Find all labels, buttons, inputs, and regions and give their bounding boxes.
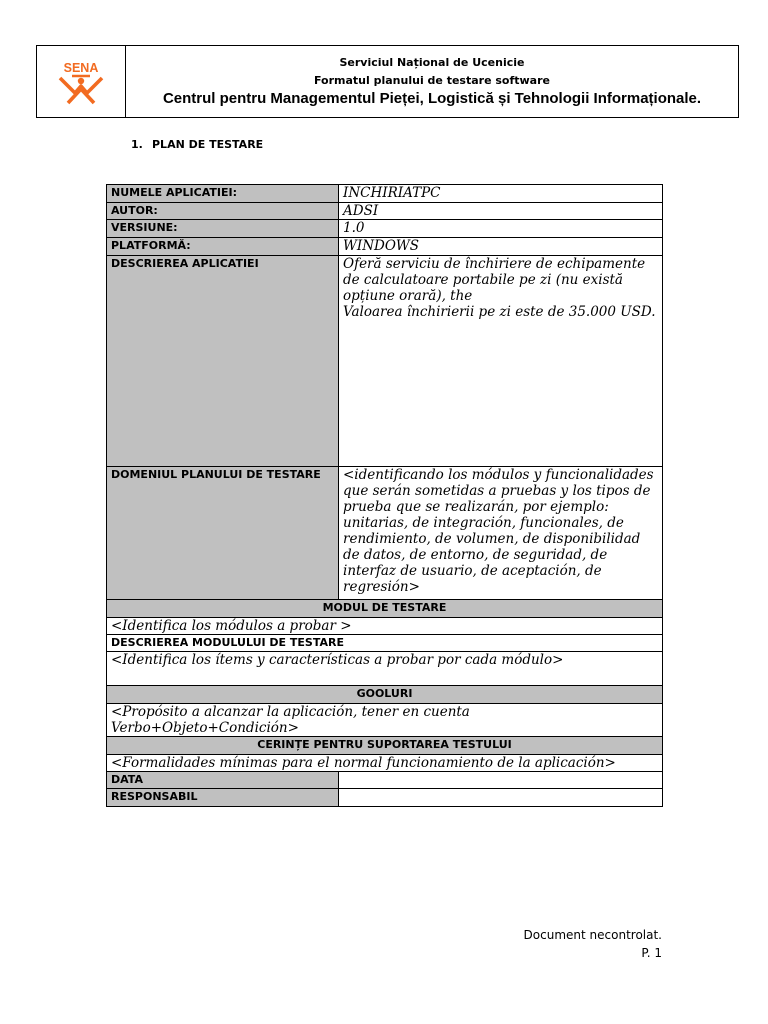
- date-label: DATA: [107, 772, 339, 789]
- author-label: AUTOR:: [107, 203, 339, 220]
- description-label: DESCRIEREA APLICATIEI: [107, 256, 339, 467]
- table-row: [107, 600, 663, 618]
- table-row: [107, 220, 663, 238]
- test-plan-table: [106, 184, 663, 807]
- section-title: PLAN DE TESTARE: [152, 138, 264, 151]
- header-line-1: Serviciul Național de Ucenicie: [339, 55, 525, 69]
- table-row: [107, 704, 663, 737]
- header-titles: [126, 46, 738, 117]
- section-heading: [131, 138, 263, 151]
- table-row: [107, 772, 663, 789]
- goals-value[interactable]: <Propósito a alcanzar la aplicación, tener en cuenta Verbo+Objeto+Condición>: [107, 704, 663, 737]
- requirements-header: CERINȚE PENTRU SUPORTAREA TESTULUI: [107, 737, 663, 755]
- table-row: [107, 256, 663, 467]
- logo-cell: [37, 46, 126, 117]
- module-header: MODUL DE TESTARE: [107, 600, 663, 618]
- table-row: [107, 635, 663, 652]
- table-row: [107, 789, 663, 807]
- table-row: [107, 238, 663, 256]
- header-line-3: Centrul pentru Managementul Pieței, Logistică și Tehnologii Informaționale.: [162, 89, 702, 107]
- table-row: [107, 755, 663, 772]
- table-row: [107, 203, 663, 220]
- section-number: 1.: [131, 138, 143, 151]
- header-line-2: Formatul planului de testare software: [313, 73, 550, 87]
- footer-note: Document necontrolat.: [523, 928, 662, 942]
- table-row: [107, 737, 663, 755]
- goals-header: GOOLURI: [107, 686, 663, 704]
- table-row: [107, 467, 663, 600]
- platform-value[interactable]: WINDOWS: [339, 238, 663, 256]
- sena-logo-text: SENA: [63, 60, 99, 75]
- module-description-label: DESCRIEREA MODULULUI DE TESTARE: [107, 635, 663, 652]
- page-footer: [524, 926, 662, 962]
- requirements-value[interactable]: <Formalidades mínimas para el normal funcionamiento de la aplicación>: [107, 755, 663, 772]
- author-value[interactable]: ADSI: [339, 203, 663, 220]
- platform-label: PLATFORMĂ:: [107, 238, 339, 256]
- module-value[interactable]: <Identifica los módulos a probar >: [107, 618, 663, 635]
- table-row: [107, 185, 663, 203]
- table-row: [107, 652, 663, 686]
- description-value[interactable]: Oferă serviciu de închiriere de echipamente de calculatoare portabile pe zi (nu există opțiune orară), the Valoarea închirierii pe zi este de 35.000 USD.: [339, 256, 663, 467]
- responsible-value[interactable]: [339, 789, 663, 807]
- table-row: [107, 618, 663, 635]
- date-value[interactable]: [339, 772, 663, 789]
- app-name-value[interactable]: INCHIRIATPC: [339, 185, 663, 203]
- version-value[interactable]: 1.0: [339, 220, 663, 238]
- version-label: VERSIUNE:: [107, 220, 339, 238]
- scope-label: DOMENIUL PLANULUI DE TESTARE: [107, 467, 339, 600]
- table-row: [107, 686, 663, 704]
- app-name-label: NUMELE APLICATIEI:: [107, 185, 339, 203]
- scope-value[interactable]: <identificando los módulos y funcionalidades que serán sometidas a pruebas y los tipos de prueba que se realizarán, por ejemplo: unitarias, de integración, funcionales, de rendimiento, de volumen, de disponibilidad de datos, de entorno, de seguridad, de interfaz de usuario, de aceptación, de regresión>: [339, 467, 663, 600]
- module-description-value[interactable]: <Identifica los ítems y características a probar por cada módulo>: [107, 652, 663, 686]
- document-header: [36, 45, 739, 118]
- page-number: P. 1: [641, 946, 662, 960]
- sena-logo: [53, 59, 109, 105]
- responsible-label: RESPONSABIL: [107, 789, 339, 807]
